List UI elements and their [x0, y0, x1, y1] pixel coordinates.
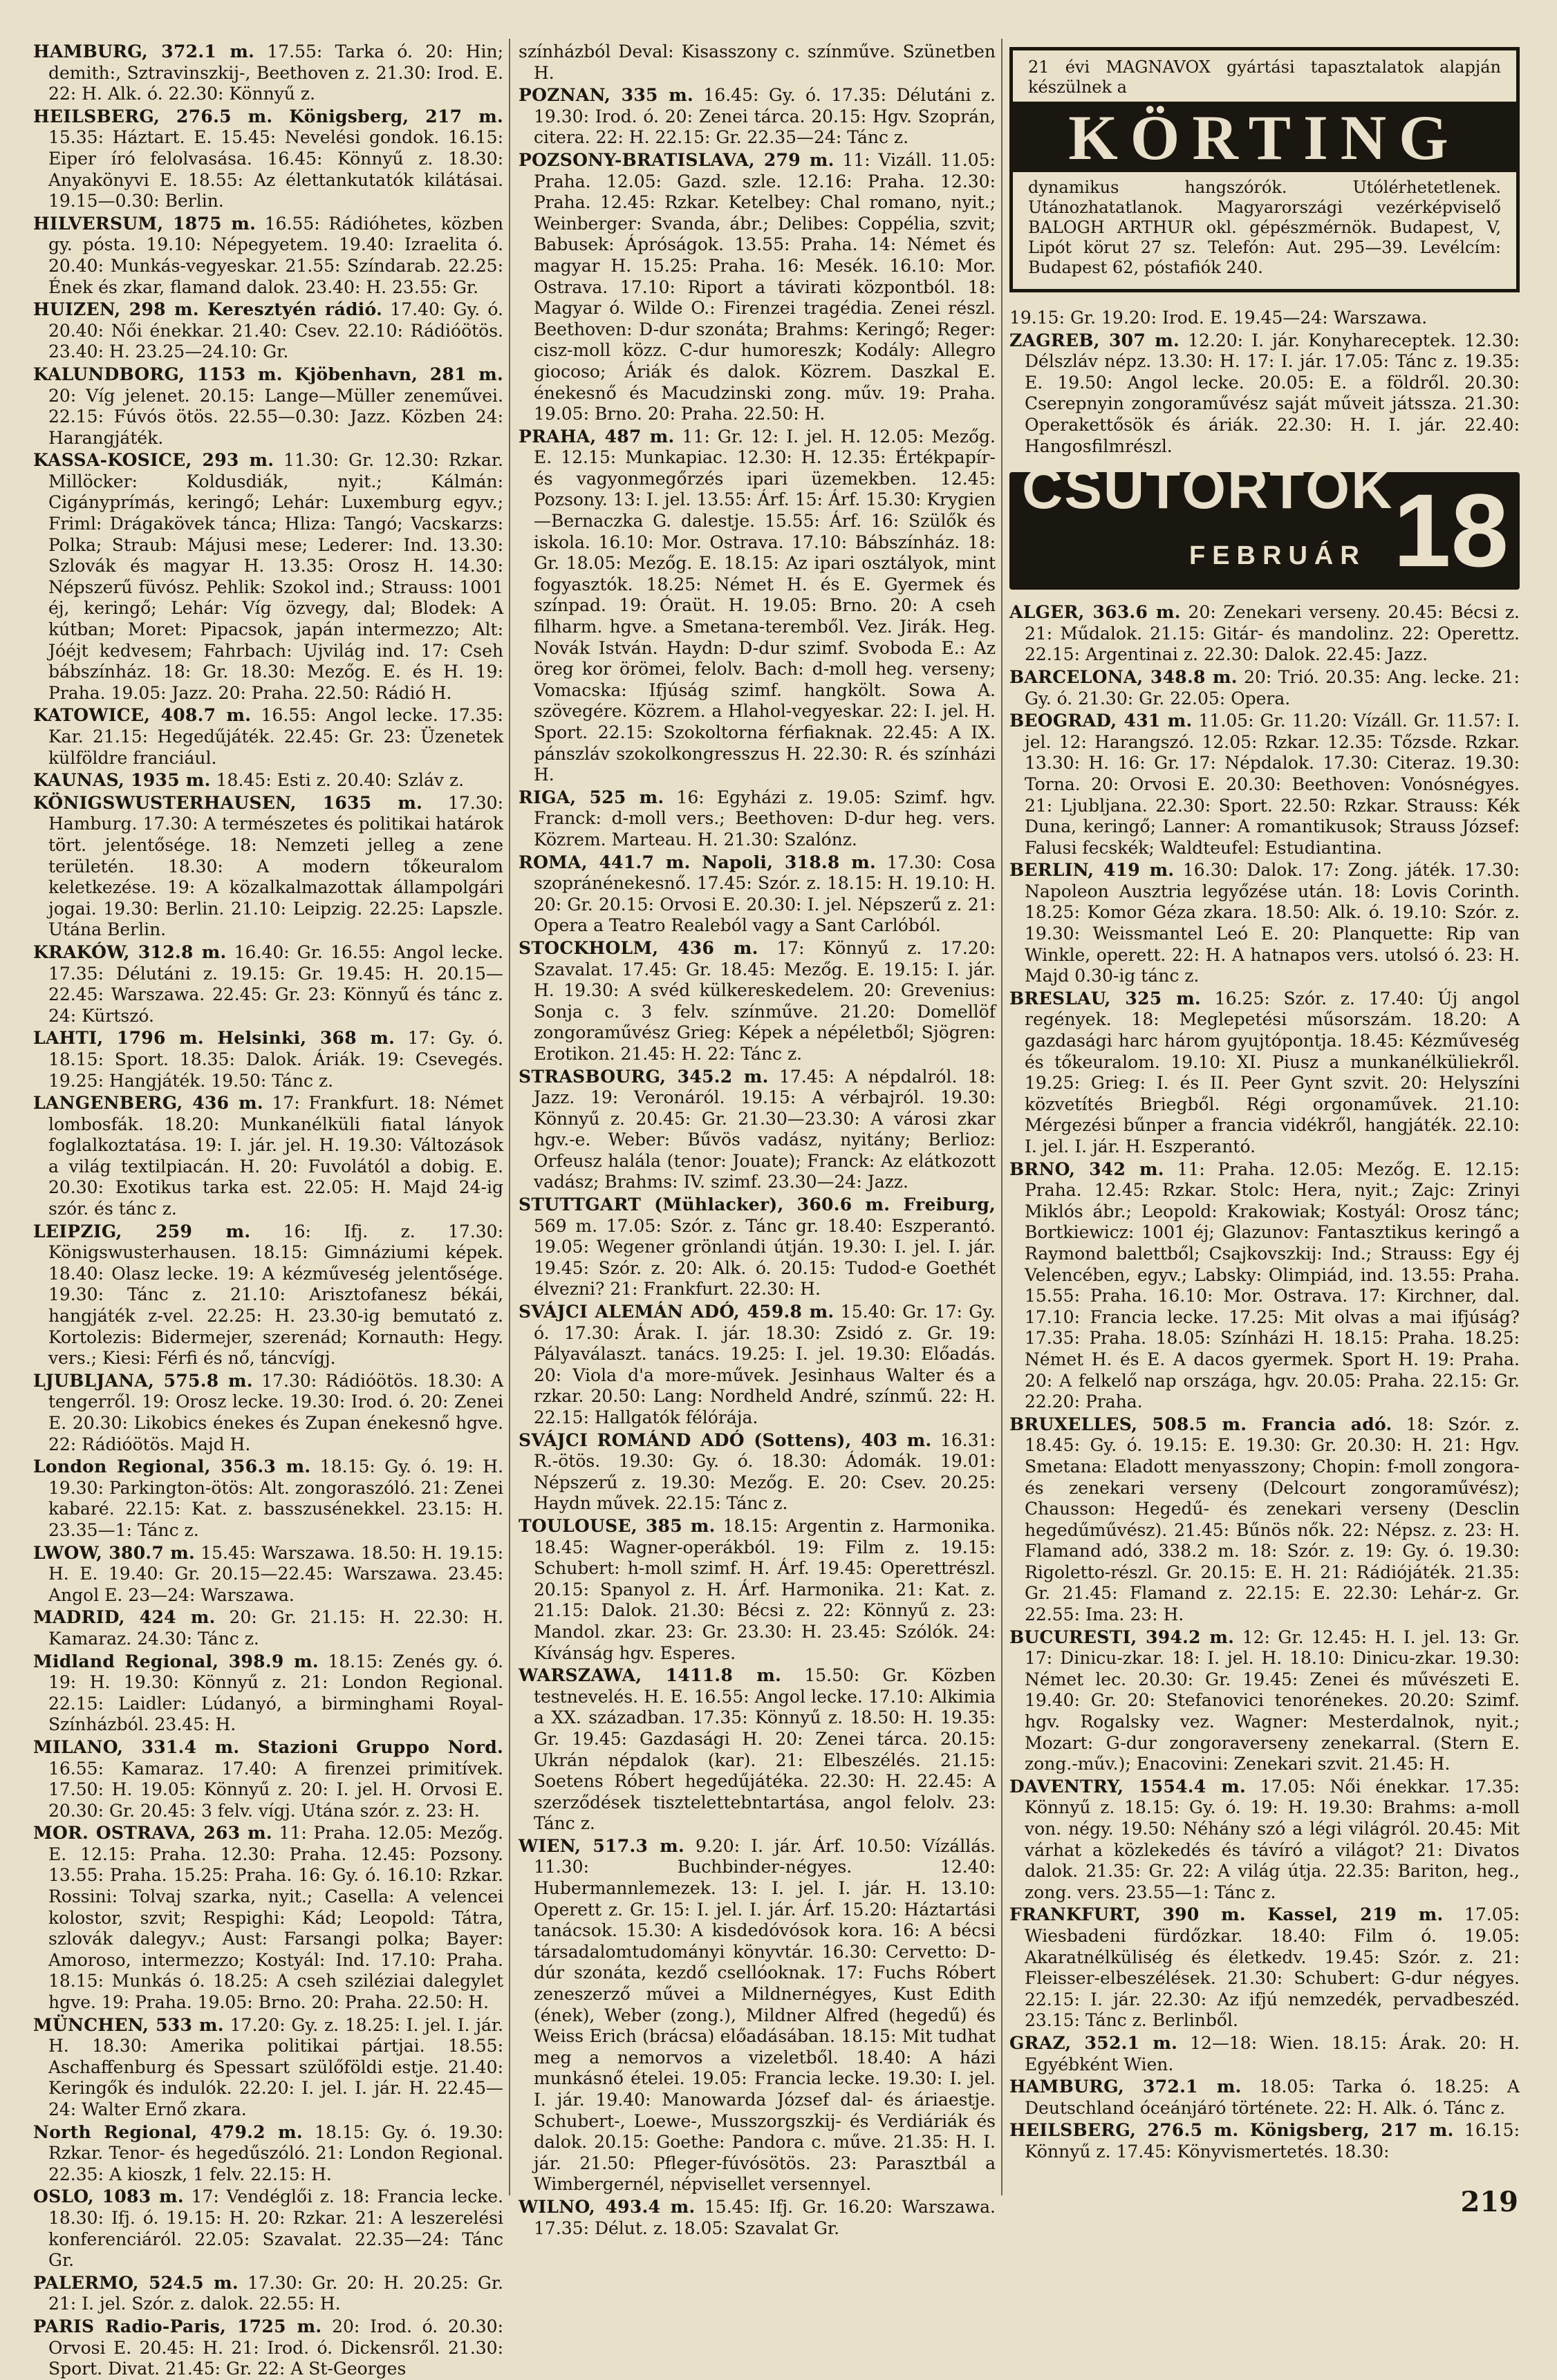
program-text: 17: Gy. ó. 18.15: Sport. 18.35: Dalok. Áriák. 19: Csevegés. 19.25: Hangjáték. 19.50: Tánc z.: [48, 1028, 503, 1091]
program-text: 17.30: Gr. 20: H. 20.25: Gr. 21: I. jel. Szór. z. dalok. 22.55: H.: [48, 2272, 503, 2314]
program-text: 18.05: Tarka ó. 18.25: A Deutschland óceánjáró története. 22: H. Alk. ó. Tánc z.: [1025, 2077, 1520, 2118]
station-name: KAUNAS, 1935 m.: [33, 770, 211, 791]
station-entry: [33, 2186, 503, 2271]
station-name: BRESLAU, 325 m.: [1009, 988, 1202, 1009]
program-text: 16.30: Dalok. 17: Zong. játék. 17.30: Napoleon Ausztria legyőzése után. 18: Lovis Corinth. 18.25: Komor Géza zkara. 18.50: Alk. ó. 19.10: Szór. z. 19.30: Weissmantel Leó E. 20: Planquette: Rip van Winkle, operett. 22: H. A hatnapos vers. utolsó ó. 23: H. Majd 0.30-ig tánc z.: [1025, 860, 1520, 986]
program-text: 17: Frankfurt. 18: Német lombosfák. 18.20: Munkanélküli fiatal lányok foglalkoztatása. 19: I. jár. jel. H. 19.30: Változások a világ textilpiacán. H. 20: Fuvolától a dobig. E. 20.30: Exotikus tarka est. 22.05: H. Majd 24-ig szór. és tánc z.: [48, 1093, 503, 1219]
station-name: North Regional, 479.2 m.: [33, 2121, 303, 2142]
program-text: 17.20: Gy. z. 18.25: I. jel. I. jár. H. 18.30: Amerika politikai pártjai. 18.55: Aschaffenburg és Spessart szülőföldi estje. 21.40: Keringők és indulók. 22.20: I. jel. I. jár. H. 22.45—24: Walter Ernő zkara.: [48, 2014, 504, 2119]
station-name: POZNAN, 335 m.: [519, 85, 693, 106]
month-name: FEBRUÁR: [1189, 541, 1366, 571]
station-name: MILANO, 331.4 m. Stazioni Gruppo Nord.: [33, 1736, 503, 1757]
station-entry: [33, 1221, 503, 1369]
program-text: 11.05: Gr. 11.20: Vízáll. Gr. 11.57: I. jel. 12: Harangszó. 12.05: Rzkar. 12.35: Tőzsde. Rzkar. 13.30: H. 16: Gr. 17: Népdalok. 17.30: Citeraz. 19.30: Torna. 20: Orvosi E. 20.30: Beethoven: Vonósnégyes. 21: Ljubljana. 22.30: Sport. 22.50: Rzkar. Strauss: Kék Duna, keringő; Lanner: A romantikusok; Strauss József: Falusi fecskék; Waldteufel: Estudiantina.: [1025, 711, 1520, 858]
station-name: ALGER, 363.6 m.: [1009, 602, 1181, 623]
program-text: 17: Könnyű z. 17.20: Szavalat. 17.45: Gr. 18.45: Mezőg. E. 19.15: I. jár. H. 19.30: A svéd külkereskedelem. 20: Grevenius: Sonja c. 3 felv. színműve. 21.20: Domellöf zongoraművész Grieg: Képek a népéletből; Sjögren: Erotikon. 21.45: H. 22: Tánc z.: [534, 937, 996, 1064]
program-text: 16.25: Szór. z. 17.40: Új angol regények. 18: Meglepetési műsorszám. 18.20: A gazdasági harc három gyujtópontja. 18.45: Kézműveség és tőkeuralom. 19.10: XI. Piusz a munkanélküliekről. 19.25: Grieg: I. és II. Peer Gynt szvit. 20: Helyszíni közvetítés Briegből. Régi orgonaművek. 21.10: Mérgezési bűnper a francia vidékről, hangjáték. 22.10: I. jel. I. jár. H. Eszperantó.: [1025, 988, 1520, 1156]
station-entry: [33, 705, 503, 769]
station-entry: [1009, 988, 1520, 1158]
column-divider: [509, 39, 510, 2195]
program-text: 16.15: Könnyű z. 17.45: Könyvismertetés. 18.30:: [1025, 2120, 1520, 2162]
station-name: PALERMO, 524.5 m.: [33, 2272, 239, 2293]
program-text: 20: Trió. 20.35: Ang. lecke. 21: Gy. ó. 21.30: Gr. 22.05: Opera.: [1025, 666, 1520, 709]
station-entry: [519, 85, 996, 149]
program-text: 17.40: Gy. ó. 20.40: Női énekkar. 21.40: Csev. 22.10: Rádióötös. 23.40: H. 23.25—24.10: Gr.: [48, 299, 503, 362]
station-name: PRAHA, 487 m.: [519, 426, 675, 447]
station-entry: [1009, 1159, 1520, 1413]
column-right: [1009, 41, 1520, 2184]
station-name: KRAKÓW, 312.8 m.: [33, 941, 227, 962]
station-entry: [519, 1516, 996, 1664]
station-entry: [519, 1836, 996, 2195]
program-text: 18.15: Gy. ó. 19: H. 19.30: Parkington-ötös: Alt. zongoraszóló. 21: Zenei kabaré. 22.15: Kat. z. basszusénekkel. 23.15: H. 23.35—1: Tánc z.: [48, 1456, 503, 1540]
station-name: WARSZAWA, 1411.8 m.: [519, 1665, 782, 1686]
ad-body-text: dynamikus hangszórók. Utólérhetetlenek. Utánozhatatlanok. Magyarországi vezérképviselő BALOGH ARTHUR okl. gépészmérnök. Budapest, V, Lipót körut 27 sz. Telefón: Aut. 295—39. Levélcím: Budapest 62, póstafiók 240.: [1028, 178, 1501, 277]
station-name: SVÁJCI ALEMÁN ADÓ, 459.8 m.: [519, 1302, 835, 1322]
station-name: Midland Regional, 398.9 m.: [33, 1651, 319, 1671]
program-text: 12.20: I. jár. Konyhareceptek. 12.30: Délszláv népz. 13.30: H. 17: I. jár. 17.05: Tánc z. 19.35: E. 19.50: Angol lecke. 20.05: E. a földről. 20.30: Cserepnyin zongoraművész saját műveit játssza. 21.30: Operakettősök és áriák. 22.30: H. I. jár. 22.40: Hangosfilmrészl.: [1025, 330, 1520, 456]
station-entry: [519, 1665, 996, 1835]
station-entry: [1009, 860, 1520, 987]
station-name: KALUNDBORG, 1153 m. Kjöbenhavn, 281 m.: [33, 364, 503, 384]
day-number: 18: [1393, 472, 1509, 589]
station-entry: [1009, 1627, 1520, 1775]
station-entry: [1009, 667, 1520, 709]
ad-intro-text: 21 évi MAGNAVOX gyártási tapasztalatok alapján készülnek a: [1028, 57, 1501, 97]
station-name: BRUXELLES, 508.5 m. Francia adó.: [1009, 1414, 1392, 1434]
program-text: 16.55: Kamaraz. 17.40: A firenzei primitívek. 17.50: H. 19.05: Könnyű z. 20: I. jel. H. Orvosi E. 20.30: Gr. 20.45: 3 felv. vígj. Utána szór. z. 23: H.: [48, 1758, 503, 1821]
program-text: 11: Praha. 12.05: Mezőg. E. 12.15: Praha. 12.30: Praha. 12.45: Pozsony. 13.55: Praha. 15.25: Praha. 16: Gy. ó. 16.10: Rzkar. Rossini: Tolvaj szarka, nyit.; Casella: A velencei kolostor, szvit; Respighi: Kád; Leopold: Tátra, szlovák dalegyv.; Aust: Farsangi polka; Bayer: Amoroso, intermezzo; Kostyál: Ind. 17.10: Praha. 18.15: Munkás ó. 18.25: A cseh sziléziai dalegylet hgve. 19: Praha. 19.05: Brno. 20: Praha. 22.50: H.: [48, 1823, 503, 2013]
program-text: 20: Gr. 21.15: H. 22.30: H. Kamaraz. 24.30: Tánc z.: [48, 1607, 503, 1649]
station-entry: [1009, 2120, 1520, 2162]
station-entry: [1009, 1904, 1520, 2032]
column-middle: [519, 41, 996, 2238]
program-text: 15.45: Warszawa. 18.50: H. 19.15: H. E. 19.40: Gr. 20.15—22.45: Warszawa. 23.45: Angol E. 23—24: Warszawa.: [48, 1542, 504, 1605]
station-name: BARCELONA, 348.8 m.: [1009, 666, 1238, 687]
station-name: ZAGREB, 307 m.: [1009, 330, 1180, 350]
station-name: BUCURESTI, 394.2 m.: [1009, 1627, 1235, 1647]
station-name: KATOWICE, 408.7 m.: [33, 705, 252, 726]
station-entry: [1009, 1414, 1520, 1626]
program-text: 17.05: Wiesbadeni fürdőzkar. 18.40: Film ó. 19.05: Akaratnélküliség és életkedv. 19.45: Szór. z. 21: Fleisser-elbeszélések. 21.30: Schubert: G-dur négyes. 22.15: I. jár. 22.30: Az ifjú nemzedék, pervadbeszéd. 23.15: Tánc z. Berlinből.: [1025, 1904, 1520, 2031]
station-entry: [33, 1737, 503, 1821]
program-text: 11.30: Gr. 12.30: Rzkar. Millöcker: Koldusdiák, nyit.; Kálmán: Cigányprímás, keringő; Lehár: Luxemburg egyv.; Friml: Drágakövek tánca; Hliza: Tangó; Vacskarzs: Polka; Straub: Májusi mese; Lederer: Ind. 13.30: Szlovák és magyar H. 13.35: Orosz H. 14.30: Népszerű füvósz. Pehlik: Szokol ind.; Strauss: 1001 éj, keringő; Lehár: Víg özvegy, dal; Blodek: A kútban; Moret: Pipacsok, japán intermezzo; Alt: Jóéjt kedvesem; Fahrbach: Ujvilág ind. 17: Cseh bábszínház. 18: Gr. 18.30: Mezőg. E. és H. 19: Praha. 19.05: Jazz. 20: Praha. 22.50: Rádió H.: [48, 450, 504, 703]
station-name: POZSONY-BRATISLAVA, 279 m.: [519, 149, 835, 170]
station-entry: [33, 770, 503, 791]
station-name: STOCKHOLM, 436 m.: [519, 937, 758, 958]
program-text: 18.45: Esti z. 20.40: Szláv z.: [210, 770, 465, 791]
station-entry: [519, 1067, 996, 1194]
program-text: 18: Szór. z. 18.45: Gy. ó. 19.15: E. 19.30: Gr. 20.30: H. 21: Hgv. Smetana: Eladott menyasszony; Chopin: f-moll zongora- és zenekari verseny (Delcourt zongoraművész); Chausson: Hegedű- és zenekari verseny (Desclin hegedűművész). 21.45: Bűnös nők. 22: Népsz. z. 23: H. Flamand adó, 338.2 m. 18: Szór. z. 19: Gy. ó. 19.30: Rigoletto-részl. Gr. 20.15: E. H. 21: Rádiójáték. 21.35: Gr. 21.45: Flamand z. 22.15: E. 22.30: Lehár-z. Gr. 22.55: Ima. 23: H.: [1025, 1414, 1520, 1625]
station-name: HEILSBERG, 276.5 m. Königsberg, 217 m.: [33, 106, 503, 127]
program-text: 16: Egyházi z. 19.05: Szimf. hgv. Franck: d-moll vers.; Beethoven: D-dur heg. vers. Közrem. Marteau. H. 21.30: Szalónz.: [534, 787, 996, 850]
station-name: TOULOUSE, 385 m.: [519, 1515, 716, 1536]
station-name: STRASBOURG, 345.2 m.: [519, 1066, 769, 1087]
station-entry: [33, 2122, 503, 2186]
station-entry: [33, 2316, 503, 2380]
station-entry: [33, 793, 503, 941]
program-text: 12: Gr. 12.45: H. I. jel. 13: Gr. 17: Dinicu-zkar. 18: I. jel. H. 18.10: Dinicu-zkar. 19.30: Német lec. 20.30: Gr. 19.45: Zenei és művészeti E. 19.40: Gr. 20: Stefanovici tenorénekes. 20.20: Szimf. hgv. Rogalsky vez. Wagner: Mesterdalnok, nyit.; Mozart: G-dur zongoraverseny zenekarral. (Stern E. zong.-műv.); Enacovini: Zenekari szvit. 21.45: H.: [1025, 1627, 1520, 1774]
station-entry: [33, 1607, 503, 1649]
station-name: WIEN, 517.3 m.: [519, 1835, 684, 1856]
station-entry: [1009, 711, 1520, 859]
station-entry: [33, 299, 503, 363]
station-name: LAHTI, 1796 m. Helsinki, 368 m.: [33, 1028, 395, 1049]
station-name: STUTTGART (Mühlacker), 360.6 m. Freiburg,: [519, 1194, 996, 1215]
station-name: London Regional, 356.3 m.: [33, 1456, 311, 1477]
schedule-block-bottom: [1009, 602, 1520, 2162]
station-name: LJUBLJANA, 575.8 m.: [33, 1370, 253, 1391]
program-text: 17.05: Női énekkar. 17.35: Könnyű z. 18.15: Gy. ó. 19: H. 19.30: Brahms: a-moll von. négy. 19.50: Néhány szó a légi világról. 20.45: Mit várhat a közlekedés és távíró a világot? 21: Divatos dalok. 21.35: Gr. 22: A világ útja. 22.35: Bariton, heg., zong. vers. 23.55—1: Tánc z.: [1025, 1776, 1520, 1902]
station-name: KÖNIGSWUSTERHAUSEN, 1635 m.: [33, 792, 423, 813]
page-number: 219: [1460, 2186, 1518, 2218]
station-name: KASSA-KOSICE, 293 m.: [33, 450, 274, 471]
station-entry: [33, 1543, 503, 1606]
station-entry: [33, 106, 503, 212]
program-text: 15.45: Ifj. Gr. 16.20: Warszawa. 17.35: Délut. z. 18.05: Szavalat Gr.: [534, 2196, 996, 2238]
station-entry: [519, 427, 996, 786]
station-entry: [519, 150, 996, 425]
station-name: PARIS Radio-Paris, 1725 m.: [33, 2316, 322, 2336]
program-text: 19.15: Gr. 19.20: Irod. E. 19.45—24: Warszawa.: [1009, 308, 1428, 328]
program-text: 17.30: Hamburg. 17.30: A természetes és politikai határok tört. jelentősége. 18: Nemzeti jelleg a zene területén. 18.30: A modern tőkeuralom keletkezése. 19: A közalkalmazottak állampolgári jogai. 19.30: Berlin. 21.10: Leipzig. 22.25: Lapszle. Utána Berlin.: [48, 792, 503, 940]
station-name: ROMA, 441.7 m. Napoli, 318.8 m.: [519, 852, 876, 872]
program-text: 9.20: I. jár. Árf. 10.50: Vízállás. 11.30: Buchbinder-négyes. 12.40: Hubermannlemezek. 13: I. jel. I. jár. H. 13.10: Operett z. Gr. 15: I. jel. I. jár. Árf. 15.20: Háztartási tanácsok. 15.30: A kisdedóvósok kora. 16: A bécsi társadalomtudományi könyvtár. 16.30: Cervetto: D-dúr szonáta, kezdő csellóoknak. 17: Fuchs Róbert zeneszerző művei a Mildnernégyes, Kust Edith (ének), Weber (zong.), Mildner Alfred (hegedű) és Weiss Erich (brácsa) előadásában. 18.15: Mit tudhat meg a nemorvos a vizeletből. 18.40: A házi munkásnő ételei. 19.05: Francia lecke. 19.30: I. jel. I. jár. 19.40: Manowarda József dal- és áriaestje. Schubert-, Loewe-, Musszorgszkij- és Verdiáriák és dalok. 20.15: Goethe: Pandora c. műve. 21.35: H. I. jár. 21.50: Pfleger-fúvósötös. 23: Parasztbál a Wimbergernél, népvisellet versennyel.: [534, 1835, 996, 2195]
day-name: CSÜTÖRTÖK: [1022, 458, 1394, 521]
station-name: MÜNCHEN, 533 m.: [33, 2014, 224, 2035]
program-text: 15.50: Gr. Közben testnevelés. H. E. 16.55: Angol lecke. 17.10: Alkimia a XX. században. 17.35: Könnyű z. 18.50: H. 19.35: Gr. 19.45: Gazdasági H. 20: Zenei tárca. 20.15: Ukrán népdalok (kar). 21: Elbeszélés. 21.15: Soetens Róbert hegedűjátéka. 22.30: H. 22.45: A szerződések tisztelettebntartása, angol felolv. 23: Tánc z.: [534, 1665, 996, 1834]
station-entry: [1009, 330, 1520, 458]
station-name: RIGA, 525 m.: [519, 787, 664, 807]
station-entry: [33, 214, 503, 298]
program-text: 12—18: Wien. 18.15: Árak. 20: H. Egyébként Wien.: [1025, 2032, 1520, 2074]
program-text: 569 m. 17.05: Szór. z. Tánc gr. 18.40: Eszperantó. 19.05: Wegener grönlandi útján. 19.30: I. jel. I. jár. 19.45: Szór. z. 20: Alk. ó. 20.15: Tudod-e Goethét élvezni? 21: Frankfurt. 22.30: H.: [534, 1215, 996, 1300]
program-text: 15.35: Háztart. E. 15.45: Nevelési gondok. 16.15: Eiper író felolvasása. 16.45: Könnyű z. 18.30: Anyakönyvi E. 18.55: Az élettankutatók kilátásai. 19.15—0.30: Berlin.: [48, 127, 503, 212]
station-entry: [33, 1371, 503, 1455]
station-entry: [519, 2197, 996, 2239]
station-entry: [519, 852, 996, 937]
program-text: 16.40: Gr. 16.55: Angol lecke. 17.35: Délutáni z. 19.15: Gr. 19.45: H. 20.15—22.45: Warszawa. 22.45: Gr. 23: Könnyű és tánc z. 24: Kürtszó.: [48, 941, 503, 1026]
column-left: [33, 41, 504, 2379]
station-entry: [33, 450, 503, 704]
station-entry: [33, 1028, 503, 1091]
program-text: 16: Ifj. z. 17.30: Königswusterhausen. 18.15: Gimnáziumi képek. 18.40: Olasz lecke. 19: A kézműveség jelentősége. 19.30: Tánc z. 21.10: Arisztofanesz békái, hangjáték z-vel. 22.25: H. 23.30-ig bemutató z. Kortolezis: Bidermejer, szerenád; Kornauth: Hegy. vers.; Kiesi: Férfi és nő, táncvígj.: [48, 1221, 504, 1369]
station-name: HUIZEN, 298 m. Keresztyén rádió.: [33, 299, 383, 320]
korting-advertisement: [1009, 47, 1520, 292]
program-text: 11: Vizáll. 11.05: Praha. 12.05: Gazd. szle. 12.16: Praha. 12.30: Praha. 12.45: Rzkar. Ketelbey: Chal romano, nyit.; Weinberger: Svanda, ábr.; Delibes: Coppélia, szvit; Babusek: Ápróságok. 13.55: Praha. 14: Német és magyar H. 15.25: Praha. 16: Mesék. 16.10: Mor. Ostrava. 17.10: Riport a távirati központból. 18: Magyar ó. Wilde O.: Firenzei tragédia. Zenei részl. Beethoven: D-dur szonáta; Brahms: Keringő; Reger: cisz-moll közz. C-dur humoreszk; Kodály: Allegro giocoso; Áriák és dalok. Közrem. Daszkal E. énekesnő és Macudzinski zong. műv. 19: Praha. 19.05: Brno. 20: Praha. 22.50: H.: [534, 149, 996, 424]
program-text: 11: Gr. 12: I. jel. H. 12.05: Mezőg. E. 12.15: Munkapiac. 12.30: H. 12.35: Értékpapír- és vagyonmegőrzés ipari üzemekben. 12.45: Pozsony. 13: I. jel. 13.55: Árf. 15: Árf. 15.30: Krygien—Bernaczka G. dalestje. 15.55: Árf. 16: Szülők és iskola. 16.10: Mor. Ostrava. 17.10: Bábszínház. 18: Gr. 18.05: Mezőg. E. 18.15: Az ipari osztályok, mint fogyasztók. 18.25: Német H. és E. Gyermek és színpad. 19: Óraüt. H. 19.05: Brno. 20: A cseh filharm. hgve. a Smetana-teremből. Vez. Jirák. Heg. Novák István. Haydn: D-dur szimf. Svoboda E.: Az öreg kor örömei, felolv. Bach: d-moll heg. verseny; Vomacska: Ifjúság szimf. hangkölt. Sowa A. szövegére. Közrem. a Hlahol-vegyeskar. 22: I. jel. H. Sport. 22.15: Szokoltorna férfiaknak. 22.45: A IX. pánszláv szokolkongresszus H. 22.30: R. és színházi H.: [534, 426, 996, 785]
station-entry: [1009, 1777, 1520, 1904]
station-name: HEILSBERG, 276.5 m. Königsberg, 217 m.: [1009, 2120, 1454, 2141]
station-name: BERLIN, 419 m.: [1009, 860, 1175, 881]
station-name: HILVERSUM, 1875 m.: [33, 213, 257, 234]
station-entry: [33, 1823, 503, 2013]
station-name: WILNO, 493.4 m.: [519, 2196, 696, 2217]
program-text: 11: Praha. 12.05: Mezőg. E. 12.15: Praha. 12.45: Rzkar. Stolc: Hera, nyit.; Zajc: Zrinyi Miklós ábr.; Leopold: Krakowiak; Kostyál: Orosz tánc; Bortkiewicz: 1001 éj; Glazunov: Fantasztikus keringő a Raymond balettből; Csajkovszkij: Ind.; Strauss: Egy éj Velencében, egyv.; Labsky: Olimpiád, ind. 13.55: Praha. 15.55: Praha. 16.10: Mor. Ostrava. 17: Kirchner, dal. 17.10: Francia lecke. 17.25: Mit olvas a mai ifjúság? 17.35: Praha. 18.05: Színházi H. 18.15: Praha. 18.25: Német H. és E. A dacos gyermek. Sport H. 19: Praha. 20: A felkelő nap országa, hgv. 20.05: Praha. 22.15: Gr. 22.20: Praha.: [1025, 1159, 1520, 1412]
station-name: OSLO, 1083 m.: [33, 2186, 184, 2207]
program-text: 16.31: R.-ötös. 19.30: Gy. ó. 18.30: Ádomák. 19.01: Népszerű z. 19.30: Mezőg. E. 20: Csev. 20.25: Haydn művek. 22.15: Tánc z.: [534, 1430, 996, 1514]
station-entry: [519, 1430, 996, 1515]
station-name: LEIPZIG, 259 m.: [33, 1221, 251, 1241]
program-text: 17.30: Rádióötös. 18.30: A tengerről. 19: Orosz lecke. 19.30: Irod. ó. 20: Zenei E. 20.30: Likobics énekes és Zupan énekesnő hgve. 22: Rádióötös. Majd H.: [48, 1370, 503, 1454]
station-entry: [33, 1456, 503, 1541]
program-text: 15.40: Gr. 17: Gy. ó. 17.30: Árak. I. jár. 18.30: Zsidó z. Gr. 19: Pályaválaszt. tanács. 19.25: I. jel. 19.30: Előadás. 20: Viola d'a more-művek. Jesinhaus Walter és a rzkar. 20.50: Lang: Nordheld André, színmű. 22: H. 22.15: Hallgatók félórája.: [534, 1302, 996, 1427]
day-banner: [1009, 458, 1520, 590]
station-name: MADRID, 424 m.: [33, 1607, 216, 1628]
program-text: 18.15: Zenés gy. ó. 19: H. 19.30: Könnyű z. 21: London Regional. 22.15: Laidler: Lúdanyó, a birminghami Royal-Színházból. 23.45: H.: [48, 1651, 504, 1735]
station-name: BRNO, 342 m.: [1009, 1159, 1164, 1179]
station-entry: [33, 1651, 503, 1736]
station-name: HAMBURG, 372.1 m.: [33, 41, 255, 62]
program-text: 16.55: Rádióhetes, közben gy. pósta. 19.10: Népegyetem. 19.40: Izraelita ó. 20.40: Munkás-vegyeskar. 21.55: Színdarab. 22.25: Ének és zkar, flamand dalok. 23.40: H. 23.55: Gr.: [48, 213, 503, 297]
program-text: 17.45: A népdalról. 18: Jazz. 19: Veronáról. 19.15: A vérbajról. 19.30: Könnyű z. 20.45: Gr. 21.30—23.30: A városi zkar hgv.-e. Weber: Bűvös vadász, nyitány; Berlioz: Orfeusz halála (tenor: Jouate); Franck: Az elátkozott vadász; Brahms: IV. szimf. 23.30—24: Jazz.: [534, 1066, 996, 1192]
station-entry: [1009, 602, 1520, 666]
station-entry: [1009, 308, 1520, 329]
station-entry: [33, 2273, 503, 2315]
station-name: LANGENBERG, 436 m.: [33, 1093, 263, 1114]
program-text: 16.55: Angol lecke. 17.35: Kar. 21.15: Hegedűjáték. 22.45: Gr. 23: Üzenetek külföldre franciául.: [48, 705, 503, 768]
ad-brand-logo: KÖRTING: [1013, 102, 1516, 172]
station-entry: [519, 41, 996, 84]
station-name: BEOGRAD, 431 m.: [1009, 711, 1193, 731]
station-name: LWOW, 380.7 m.: [33, 1542, 196, 1563]
program-text: 16.45: Gy. ó. 17.35: Délutáni z. 19.30: Irod. ó. 20: Zenei tárca. 20.15: Hgv. Szoprán, citera. 22: H. 22.15: Gr. 22.35—24: Tánc z.: [534, 85, 996, 148]
program-text: 20: Víg jelenet. 20.15: Lange—Müller zeneművei. 22.15: Fúvós ötös. 22.55—0.30: Jazz. Közben 24: Harangjáték.: [48, 385, 503, 448]
station-name: MOR. OSTRAVA, 263 m.: [33, 1823, 272, 1844]
program-text: 20: Zenekari verseny. 20.45: Bécsi z. 21: Műdalok. 21.15: Gitár- és mandolinz. 22: Operettz. 22.15: Argentinai z. 22.30: Dalok. 22.45: Jazz.: [1025, 602, 1520, 665]
station-entry: [1009, 2033, 1520, 2075]
station-entry: [519, 1302, 996, 1429]
program-text: 17: Vendéglői z. 18: Francia lecke. 18.30: Ifj. ó. 19.15: H. 20: Rzkar. 21: A leszerelési konferenciáról. 22.05: Szavalat. 22.35—24: Tánc Gr.: [48, 2186, 503, 2271]
station-name: SVÁJCI ROMÁND ADÓ (Sottens), 403 m.: [519, 1430, 932, 1450]
program-text: 20: Irod. ó. 20.30: Orvosi E. 20.45: H. 21: Irod. ó. Dickensről. 21.30: Sport. Divat. 21.45: Gr. 22: A St-Georges: [48, 2316, 503, 2379]
station-name: FRANKFURT, 390 m. Kassel, 219 m.: [1009, 1904, 1444, 1925]
program-text: 18.15: Argentin z. Harmonika. 18.45: Wagner-operákból. 19: Film z. 19.15: Schubert: h-moll szimf. H. Árf. 19.45: Operettrészl. 20.15: Spanyol z. H. Árf. Harmonika. 21: Kat. z. 21.15: Dalok. 21.30: Bécsi z. 22: Könnyű z. 23: Mandol. zkar. 23: Gr. 23.30: H. 23.45: Szólók. 24: Kívánság hgv. Esperes.: [534, 1515, 996, 1663]
schedule-block-top: [1009, 308, 1520, 457]
station-entry: [519, 938, 996, 1065]
station-name: HAMBURG, 372.1 m.: [1009, 2077, 1242, 2097]
station-entry: [33, 1093, 503, 1220]
program-text: színházból Deval: Kisasszony c. színműve. Szünetben H.: [519, 41, 996, 83]
program-text: 17.30: Cosa szopránénekesnő. 17.45: Szór. z. 18.15: H. 19.10: H. 20: Gr. 20.15: Orvosi E. 20.30: I. jel. Népszerű z. 21: Opera a Teatro Realeból vagy a Sant Carlóból.: [534, 852, 996, 936]
station-entry: [519, 1194, 996, 1300]
station-entry: [33, 41, 503, 105]
program-text: 18.15: Gy. ó. 19.30: Rzkar. Tenor- és hegedűszóló. 21: London Regional. 22.35: A kioszk, 1 felv. 22.15: H.: [48, 2121, 503, 2184]
station-entry: [33, 2015, 503, 2121]
station-entry: [33, 364, 503, 449]
station-entry: [33, 942, 503, 1027]
program-text: 17.55: Tarka ó. 20: Hin; demith:, Sztravinszkij-, Beethoven z. 21.30: Irod. E. 22: H. Alk. ó. 22.30: Könnyű z.: [48, 41, 504, 104]
station-entry: [1009, 2077, 1520, 2119]
station-entry: [519, 787, 996, 851]
station-name: GRAZ, 352.1 m.: [1009, 2032, 1178, 2053]
column-divider: [1001, 39, 1003, 2195]
station-name: DAVENTRY, 1554.4 m.: [1009, 1776, 1247, 1797]
